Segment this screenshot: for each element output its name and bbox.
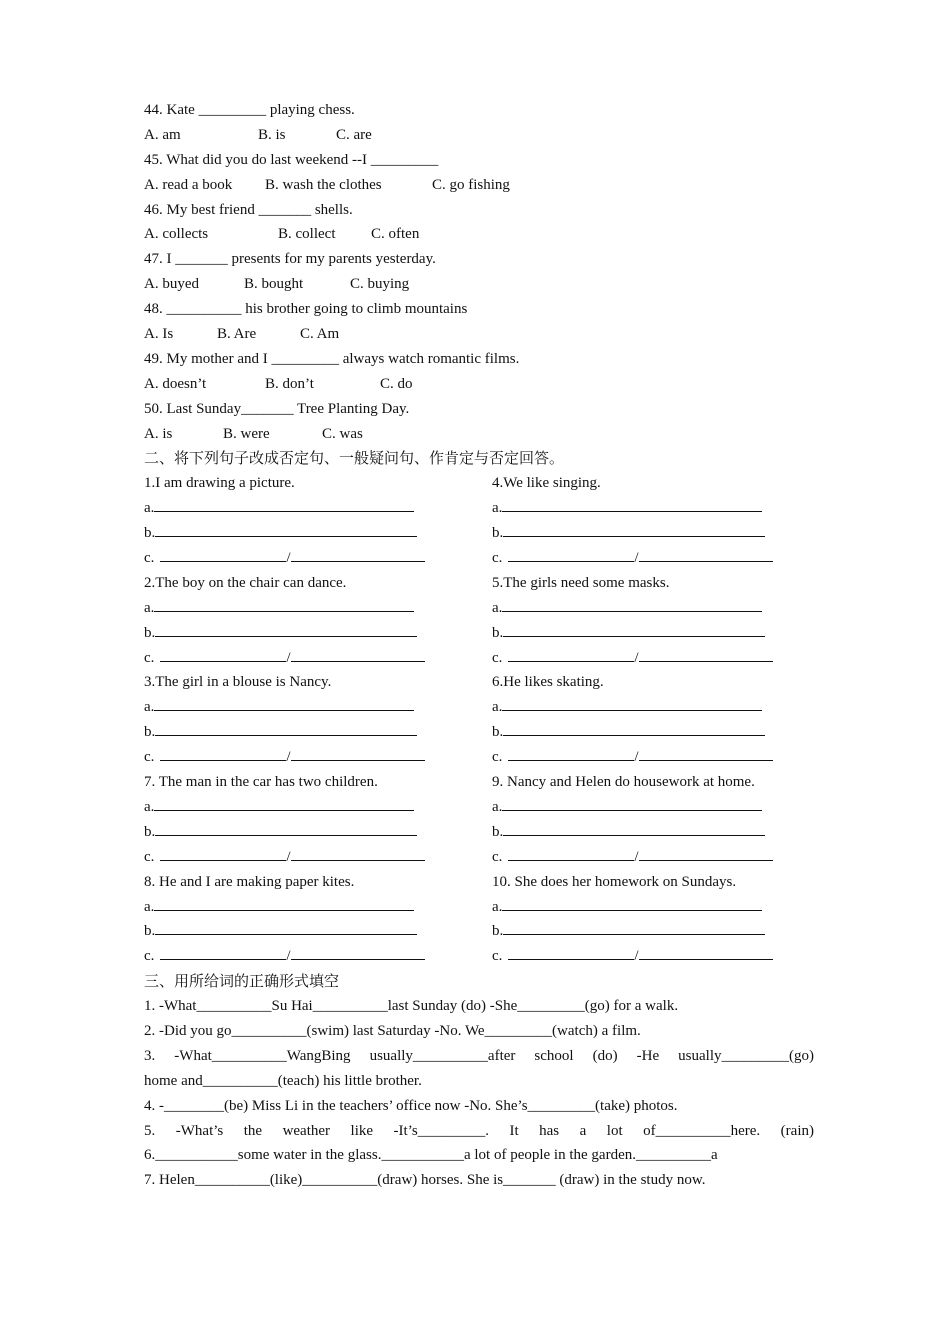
option-b: B. bought (244, 276, 304, 293)
blank-underline[interactable] (154, 496, 414, 512)
exercise-right (492, 770, 814, 870)
answer-line[interactable] (492, 795, 814, 820)
option-c: C. do (380, 375, 413, 392)
exercise-sentence: 3.The girl in a blouse is Nancy. (144, 674, 332, 691)
answer-label: a. (492, 599, 503, 616)
question-text: 50. Last Sunday_______ Tree Planting Day. (144, 400, 410, 417)
exercise-left (144, 571, 492, 671)
exercise-row (144, 870, 814, 970)
fill-in-line: 6.___________some water in the glass.___________a lot of people in the garden.__________a (144, 1147, 718, 1164)
blank-underline[interactable] (503, 820, 765, 836)
answer-label: b. (144, 525, 156, 542)
slash-separator: / (286, 649, 291, 666)
blank-underline[interactable] (291, 845, 425, 861)
blank-underline[interactable] (154, 695, 414, 711)
exercise-sentence: 7. The man in the car has two children. (144, 774, 378, 791)
blank-underline[interactable] (639, 546, 773, 562)
answer-line[interactable] (492, 521, 814, 546)
exercise-row (144, 571, 814, 671)
question-text: 49. My mother and I _________ always watch romantic films. (144, 350, 520, 367)
answer-label: c. (144, 749, 155, 766)
answer-line-yes-no[interactable] (492, 845, 814, 870)
answer-label: c. (144, 948, 155, 965)
exercise-right (492, 471, 814, 571)
answer-line[interactable] (144, 695, 492, 720)
answer-label: b. (144, 923, 156, 940)
option-a: A. read a book (144, 176, 233, 193)
exercise-right (492, 571, 814, 671)
answer-line-yes-no[interactable] (492, 745, 814, 770)
fill-in-line: 2. -Did you go__________(swim) last Saturday -No. We_________(watch) a film. (144, 1022, 641, 1039)
option-b: B. is (258, 126, 286, 143)
answer-label: b. (492, 724, 504, 741)
section-3-heading: 三、用所给词的正确形式填空 (144, 972, 340, 991)
answer-options (144, 173, 814, 198)
answer-options (144, 322, 814, 347)
option-a: A. Is (144, 326, 174, 343)
question-text: 45. What did you do last weekend --I _________ (144, 151, 439, 168)
question-text: 46. My best friend _______ shells. (144, 201, 353, 218)
blank-underline[interactable] (155, 720, 417, 736)
slash-separator: / (286, 848, 291, 865)
blank-underline[interactable] (503, 720, 765, 736)
fill-in-line: 4. -________(be) Miss Li in the teachers’ office now -No. She’s_________(take) photos. (144, 1097, 678, 1114)
slash-separator: / (286, 749, 291, 766)
exercise-left (144, 471, 492, 571)
slash-separator: / (634, 649, 639, 666)
blank-underline[interactable] (503, 621, 765, 637)
answer-label: b. (144, 724, 156, 741)
option-a: A. doesn’t (144, 375, 207, 392)
answer-line[interactable] (492, 895, 814, 920)
answer-line[interactable] (144, 521, 492, 546)
answer-options (144, 372, 814, 397)
slash-separator: / (634, 550, 639, 567)
option-b: B. were (223, 425, 270, 442)
answer-line-yes-no[interactable] (492, 546, 814, 571)
blank-underline[interactable] (502, 895, 762, 911)
exercise-right (492, 870, 814, 970)
slash-separator: / (634, 948, 639, 965)
fill-in-line: 5. -What’s the weather like -It’s_________. It has a lot of__________here. (rain) (144, 1122, 814, 1139)
answer-options (144, 222, 814, 247)
blank-underline[interactable] (155, 919, 417, 935)
answer-label: c. (492, 749, 503, 766)
blank-underline[interactable] (154, 596, 414, 612)
answer-line[interactable] (492, 820, 814, 845)
answer-label: b. (144, 624, 156, 641)
exercise-left (144, 870, 492, 970)
option-c: C. Am (300, 326, 340, 343)
answer-label: a. (492, 798, 503, 815)
question-text: 44. Kate _________ playing chess. (144, 102, 355, 118)
blank-underline[interactable] (502, 695, 762, 711)
blank-underline[interactable] (291, 745, 425, 761)
answer-line[interactable] (144, 596, 492, 621)
blank-underline[interactable] (291, 944, 425, 960)
answer-label: b. (492, 923, 504, 940)
option-b: B. wash the clothes (265, 176, 382, 193)
fill-in-line: home and__________(teach) his little brother. (144, 1072, 422, 1089)
answer-line[interactable] (492, 919, 814, 944)
answer-label: b. (492, 823, 504, 840)
option-c: C. was (322, 425, 363, 442)
answer-options (144, 422, 814, 447)
answer-label: c. (144, 649, 155, 666)
answer-label: a. (144, 898, 155, 915)
blank-underline[interactable] (160, 745, 286, 761)
answer-options (144, 123, 814, 148)
blank-underline[interactable] (508, 646, 634, 662)
blank-underline[interactable] (508, 546, 634, 562)
blank-underline[interactable] (160, 944, 286, 960)
answer-line[interactable] (144, 820, 492, 845)
blank-underline[interactable] (154, 795, 414, 811)
blank-underline[interactable] (503, 919, 765, 935)
question-text: 48. __________ his brother going to climb mountains (144, 301, 468, 318)
exercise-sentence: 1.I am drawing a picture. (144, 475, 295, 492)
question-text: 47. I _______ presents for my parents yesterday. (144, 251, 436, 268)
answer-label: a. (144, 798, 155, 815)
blank-underline[interactable] (291, 546, 425, 562)
blank-underline[interactable] (155, 621, 417, 637)
option-a: A. is (144, 425, 173, 442)
fill-in-line: 7. Helen__________(like)__________(draw) horses. She is_______ (draw) in the study now. (144, 1172, 706, 1189)
answer-line[interactable] (492, 695, 814, 720)
section-3-lines (144, 994, 814, 1193)
answer-line-yes-no[interactable] (144, 646, 492, 671)
answer-label: a. (144, 500, 155, 517)
answer-line-yes-no[interactable] (492, 646, 814, 671)
section-2-heading: 二、将下列句子改成否定句、一般疑问句、作肯定与否定回答。 (144, 449, 565, 468)
answer-line-yes-no[interactable] (144, 745, 492, 770)
slash-separator: / (634, 749, 639, 766)
answer-label: b. (492, 624, 504, 641)
exercise-right (492, 670, 814, 770)
answer-label: c. (492, 948, 503, 965)
fill-in-line: 1. -What__________Su Hai__________last Sunday (do) -She_________(go) for a walk. (144, 998, 679, 1015)
slash-separator: / (286, 550, 291, 567)
answer-label: a. (144, 699, 155, 716)
blank-underline[interactable] (291, 646, 425, 662)
blank-underline[interactable] (160, 546, 286, 562)
option-a: A. collects (144, 226, 209, 243)
answer-label: c. (144, 848, 155, 865)
slash-separator: / (286, 948, 291, 965)
blank-underline[interactable] (508, 944, 634, 960)
answer-line[interactable] (492, 621, 814, 646)
option-a: A. am (144, 126, 181, 143)
blank-underline[interactable] (502, 596, 762, 612)
answer-line[interactable] (492, 496, 814, 521)
answer-label: c. (492, 550, 503, 567)
answer-label: c. (144, 550, 155, 567)
answer-label: a. (144, 599, 155, 616)
option-b: B. collect (278, 226, 336, 243)
answer-line-yes-no[interactable] (144, 845, 492, 870)
section-2-grid (144, 471, 814, 969)
answer-line-yes-no[interactable] (492, 944, 814, 969)
exercise-sentence: 6.He likes skating. (492, 674, 604, 691)
option-a: A. buyed (144, 276, 199, 293)
answer-line[interactable] (492, 596, 814, 621)
exercise-row (144, 670, 814, 770)
blank-underline[interactable] (639, 646, 773, 662)
blank-underline[interactable] (508, 845, 634, 861)
blank-underline[interactable] (154, 895, 414, 911)
worksheet-page (144, 98, 814, 1193)
blank-underline[interactable] (503, 521, 765, 537)
answer-line-yes-no[interactable] (144, 546, 492, 571)
option-b: B. Are (217, 326, 257, 343)
answer-label: b. (492, 525, 504, 542)
answer-line-yes-no[interactable] (144, 944, 492, 969)
exercise-sentence: 10. She does her homework on Sundays. (492, 873, 737, 890)
exercise-row (144, 770, 814, 870)
exercise-sentence: 2.The boy on the chair can dance. (144, 574, 347, 591)
blank-underline[interactable] (639, 745, 773, 761)
slash-separator: / (634, 848, 639, 865)
multiple-choice-section (144, 98, 814, 446)
option-c: C. buying (350, 276, 410, 293)
exercise-sentence: 9. Nancy and Helen do housework at home. (492, 774, 755, 791)
option-c: C. often (371, 226, 420, 243)
answer-label: c. (492, 848, 503, 865)
exercise-row (144, 471, 814, 571)
exercise-sentence: 5.The girls need some masks. (492, 574, 670, 591)
blank-underline[interactable] (160, 646, 286, 662)
answer-options (144, 272, 814, 297)
answer-label: a. (492, 500, 503, 517)
exercise-left (144, 670, 492, 770)
answer-line[interactable] (492, 720, 814, 745)
exercise-left (144, 770, 492, 870)
exercise-sentence: 8. He and I are making paper kites. (144, 873, 355, 890)
blank-underline[interactable] (155, 820, 417, 836)
answer-label: a. (492, 898, 503, 915)
answer-line[interactable] (144, 895, 492, 920)
blank-underline[interactable] (155, 521, 417, 537)
fill-in-line: 3. -What__________WangBing usually__________after school (do) -He usually_________(go) (144, 1047, 814, 1064)
answer-line[interactable] (144, 496, 492, 521)
answer-line[interactable] (144, 795, 492, 820)
answer-label: c. (492, 649, 503, 666)
answer-line[interactable] (144, 621, 492, 646)
answer-line[interactable] (144, 919, 492, 944)
blank-underline[interactable] (639, 944, 773, 960)
exercise-sentence: 4.We like singing. (492, 475, 601, 492)
option-c: C. are (336, 126, 372, 143)
answer-label: a. (492, 699, 503, 716)
blank-underline[interactable] (639, 845, 773, 861)
blank-underline[interactable] (502, 496, 762, 512)
blank-underline[interactable] (160, 845, 286, 861)
answer-label: b. (144, 823, 156, 840)
option-c: C. go fishing (432, 176, 510, 193)
blank-underline[interactable] (508, 745, 634, 761)
blank-underline[interactable] (502, 795, 762, 811)
option-b: B. don’t (265, 375, 314, 392)
answer-line[interactable] (144, 720, 492, 745)
